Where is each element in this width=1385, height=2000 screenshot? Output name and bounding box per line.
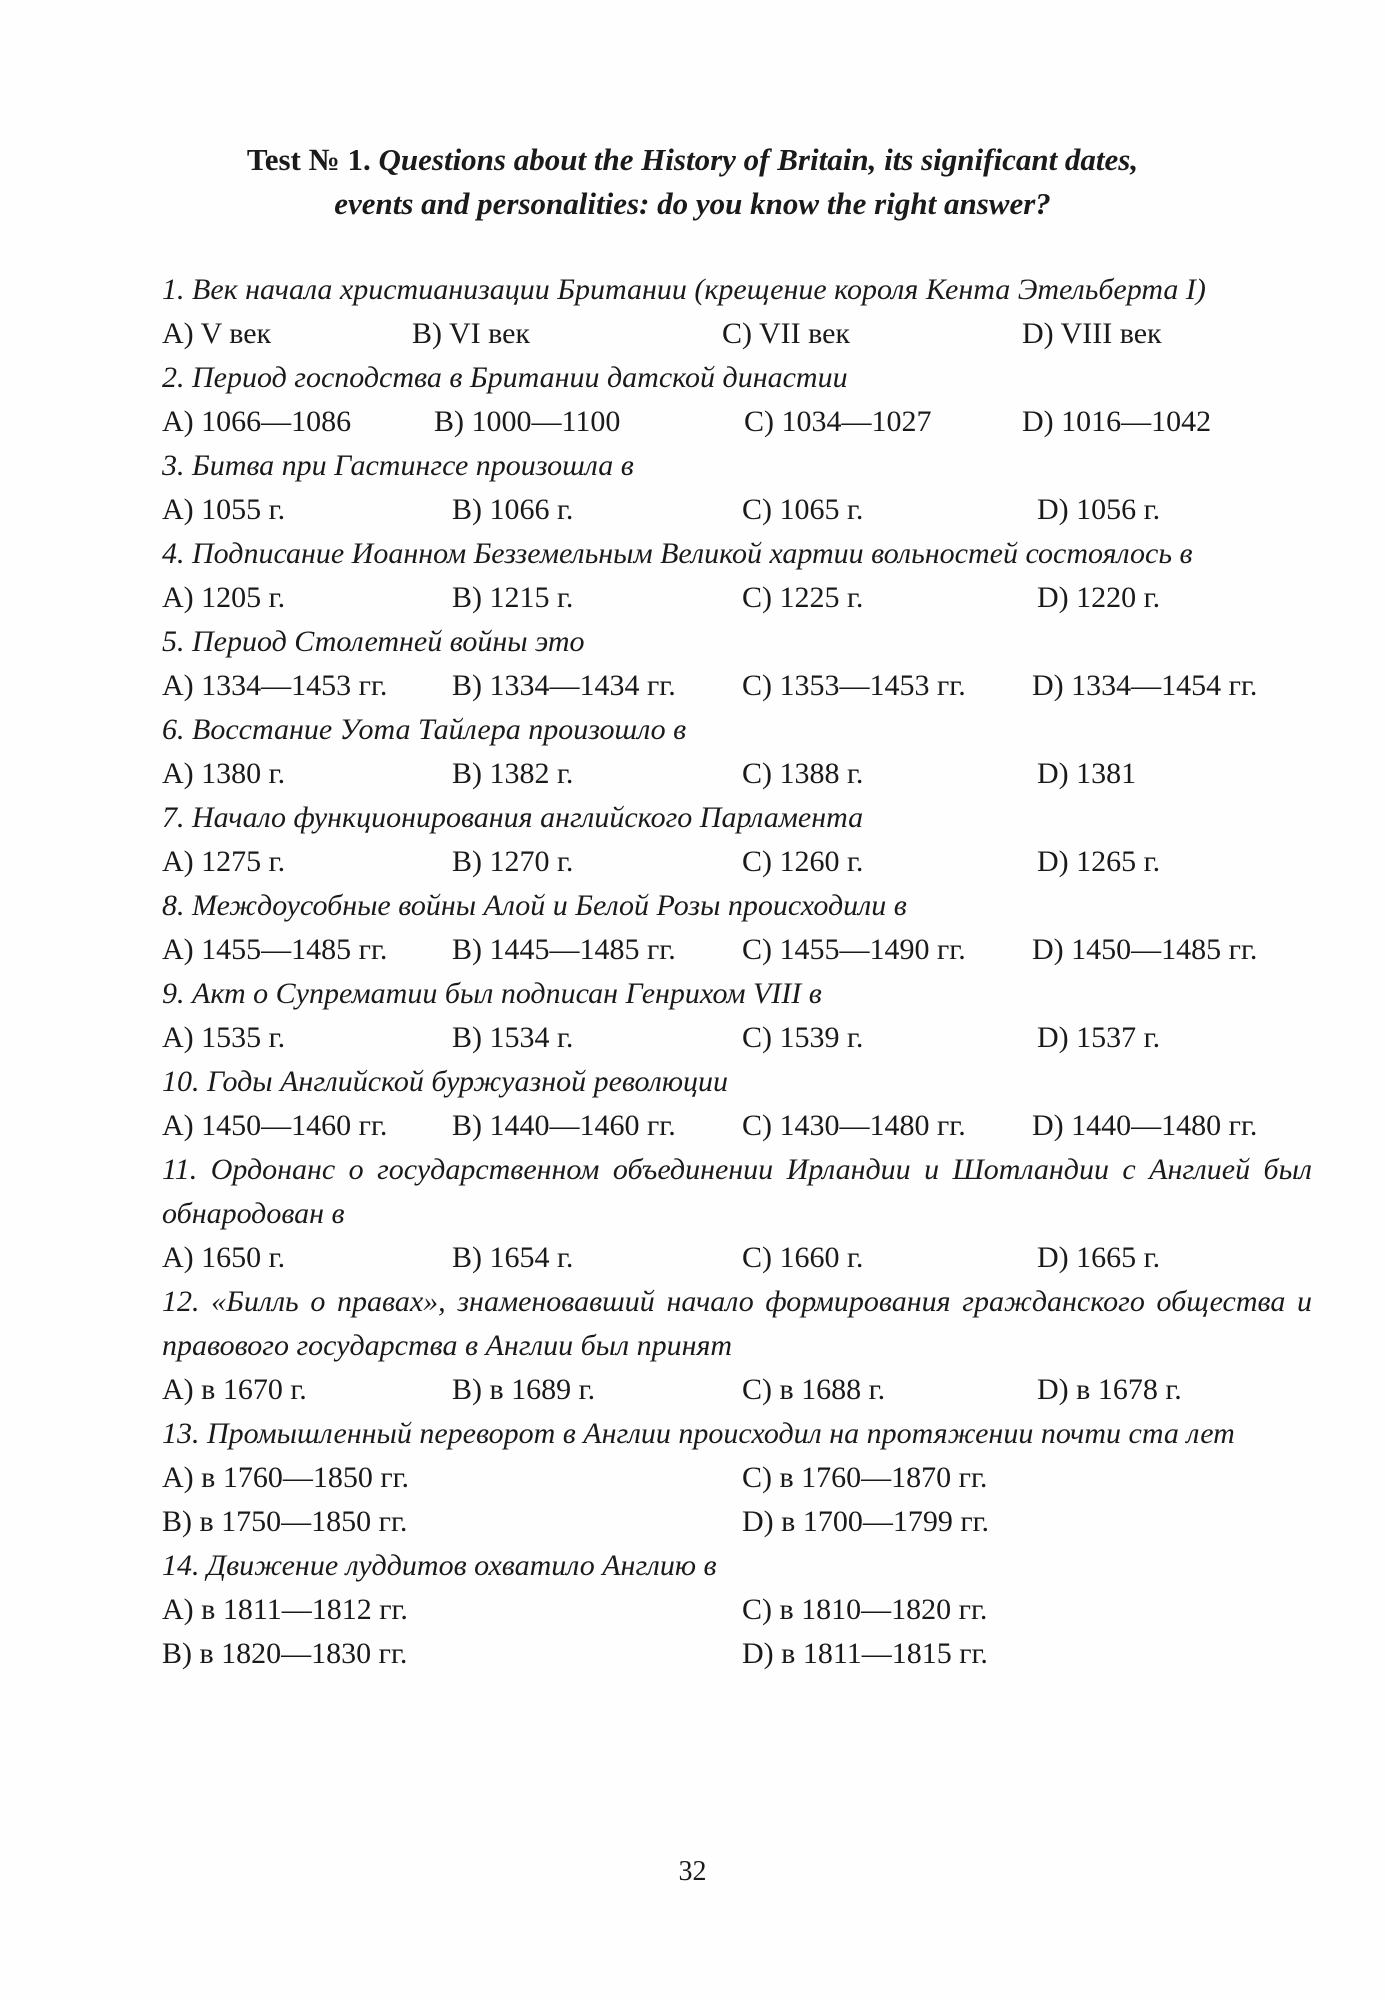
answer-option: C) 1388 г. — [742, 757, 864, 790]
questions-list — [162, 268, 1312, 1676]
answer-option: A) 1450—1460 гг. — [162, 1109, 388, 1142]
answer-option: B) 1440—1460 гг. — [452, 1109, 676, 1142]
question-item — [162, 972, 1312, 1060]
question-item — [162, 356, 1312, 444]
question-item — [162, 796, 1312, 884]
answer-option: B) 1215 г. — [452, 581, 574, 614]
answer-option: A) 1066—1086 — [162, 405, 352, 438]
question-text: 12. «Билль о правах», знаменовавший начало формирования гражданского общества и правового государства в Англии был принят — [162, 1285, 1312, 1362]
answer-options — [162, 1368, 1312, 1412]
test-title-lead: Test № 1. — [246, 142, 379, 177]
answer-option: D) 1440—1480 гг. — [1032, 1109, 1258, 1142]
answer-option: A) 1055 г. — [162, 493, 286, 526]
answer-option: C) 1430—1480 гг. — [742, 1109, 966, 1142]
question-text: 14. Движение луддитов охватило Англию в — [162, 1549, 717, 1582]
answer-option: A) в 1811—1812 гг. — [162, 1593, 408, 1626]
answer-options — [162, 488, 1312, 532]
answer-option: A) в 1760—1850 гг. — [162, 1461, 410, 1494]
answer-option: C) в 1810—1820 гг. — [742, 1593, 988, 1626]
answer-option: A) 1205 г. — [162, 581, 286, 614]
answer-option: C) в 1688 г. — [742, 1373, 886, 1406]
answer-option: D) в 1811—1815 гг. — [742, 1637, 988, 1670]
answer-option: C) 1065 г. — [742, 493, 864, 526]
answer-option: D) 1056 г. — [1037, 493, 1161, 526]
question-item — [162, 268, 1312, 356]
answer-option: B) 1270 г. — [452, 845, 574, 878]
answer-option: C) 1660 г. — [742, 1241, 864, 1274]
answer-option: A) в 1670 г. — [162, 1373, 307, 1406]
question-text: 5. Период Столетней войны это — [162, 625, 585, 658]
question-text: 10. Годы Английской буржуазной революции — [162, 1065, 729, 1098]
answer-options — [162, 928, 1312, 972]
answer-option: D) 1537 г. — [1037, 1021, 1161, 1054]
question-text: 8. Междоусобные войны Алой и Белой Розы происходили в — [162, 889, 907, 922]
test-title-line2: events and personalities: do you know the right answer? — [334, 186, 1051, 221]
question-text: 2. Период господства в Британии датской династии — [162, 361, 848, 394]
question-text: 13. Промышленный переворот в Англии происходил на протяжении почти ста лет — [162, 1417, 1235, 1450]
question-text: 4. Подписание Иоанном Безземельным Великой хартии вольностей состоялось в — [162, 537, 1193, 570]
answer-option: A) V век — [162, 317, 272, 350]
answer-option: C) 1539 г. — [742, 1021, 864, 1054]
answer-option: C) в 1760—1870 гг. — [742, 1461, 988, 1494]
question-item — [162, 1148, 1312, 1280]
answer-options — [162, 840, 1312, 884]
question-item — [162, 884, 1312, 972]
answer-option: B) 1534 г. — [452, 1021, 574, 1054]
answer-options — [162, 400, 1312, 444]
answer-option: A) 1275 г. — [162, 845, 286, 878]
answer-option: C) 1260 г. — [742, 845, 864, 878]
answer-option: B) 1654 г. — [452, 1241, 574, 1274]
answer-option: A) 1535 г. — [162, 1021, 286, 1054]
answer-option: B) в 1820—1830 гг. — [162, 1637, 408, 1670]
answer-options — [162, 1500, 1312, 1544]
question-text: 3. Битва при Гастингсе произошла в — [162, 449, 634, 482]
answer-option: D) 1665 г. — [1037, 1241, 1161, 1274]
answer-option: A) 1650 г. — [162, 1241, 286, 1274]
question-item — [162, 1412, 1312, 1544]
question-item — [162, 1544, 1312, 1676]
answer-option: A) 1455—1485 гг. — [162, 933, 388, 966]
answer-option: D) 1220 г. — [1037, 581, 1161, 614]
answer-options — [162, 1016, 1312, 1060]
answer-option: B) VI век — [412, 317, 530, 350]
question-text: 7. Начало функционирования английского Парламента — [162, 801, 864, 834]
test-title — [150, 138, 1235, 226]
answer-options — [162, 752, 1312, 796]
answer-options — [162, 1236, 1312, 1280]
answer-option: B) 1334—1434 гг. — [452, 669, 676, 702]
answer-options — [162, 664, 1312, 708]
answer-option: A) 1380 г. — [162, 757, 286, 790]
question-item — [162, 532, 1312, 620]
answer-option: C) 1034—1027 — [744, 405, 932, 438]
question-item — [162, 1060, 1312, 1148]
page-number: 32 — [678, 1856, 707, 1887]
answer-option: B) 1066 г. — [452, 493, 574, 526]
question-text: 1. Век начала христианизации Британии (крещение короля Кента Этельберта I) — [162, 273, 1206, 306]
question-text: 11. Ордонанс о государственном объединении Ирландии и Шотландии с Англией был обнародован в — [162, 1153, 1312, 1230]
answer-option: C) 1225 г. — [742, 581, 864, 614]
answer-option: B) в 1750—1850 гг. — [162, 1505, 408, 1538]
question-item — [162, 708, 1312, 796]
answer-options — [162, 1632, 1312, 1676]
answer-option: B) 1000—1100 — [434, 405, 621, 438]
question-item — [162, 1280, 1312, 1412]
answer-options — [162, 312, 1312, 356]
answer-option: D) 1265 г. — [1037, 845, 1161, 878]
answer-option: C) 1455—1490 гг. — [742, 933, 966, 966]
answer-option: B) 1382 г. — [452, 757, 574, 790]
answer-option: D) VIII век — [1022, 317, 1162, 350]
answer-option: C) 1353—1453 гг. — [742, 669, 966, 702]
question-item — [162, 444, 1312, 532]
answer-options — [162, 576, 1312, 620]
answer-option: D) 1016—1042 — [1022, 405, 1212, 438]
answer-option: D) 1381 — [1037, 757, 1137, 790]
test-title-line1: Questions about the History of Britain, its significant dates, — [378, 142, 1139, 177]
answer-options — [162, 1456, 1312, 1500]
answer-option: C) VII век — [722, 317, 850, 350]
answer-option: A) 1334—1453 гг. — [162, 669, 388, 702]
question-text: 9. Акт о Супрематии был подписан Генрихом VIII в — [162, 977, 822, 1010]
answer-option: D) в 1700—1799 гг. — [742, 1505, 990, 1538]
answer-options — [162, 1104, 1312, 1148]
answer-option: B) 1445—1485 гг. — [452, 933, 676, 966]
answer-option: D) 1450—1485 гг. — [1032, 933, 1258, 966]
question-text: 6. Восстание Уота Тайлера произошло в — [162, 713, 687, 746]
answer-option: D) в 1678 г. — [1037, 1373, 1182, 1406]
answer-option: D) 1334—1454 гг. — [1032, 669, 1258, 702]
answer-options — [162, 1588, 1312, 1632]
question-item — [162, 620, 1312, 708]
answer-option: B) в 1689 г. — [452, 1373, 596, 1406]
